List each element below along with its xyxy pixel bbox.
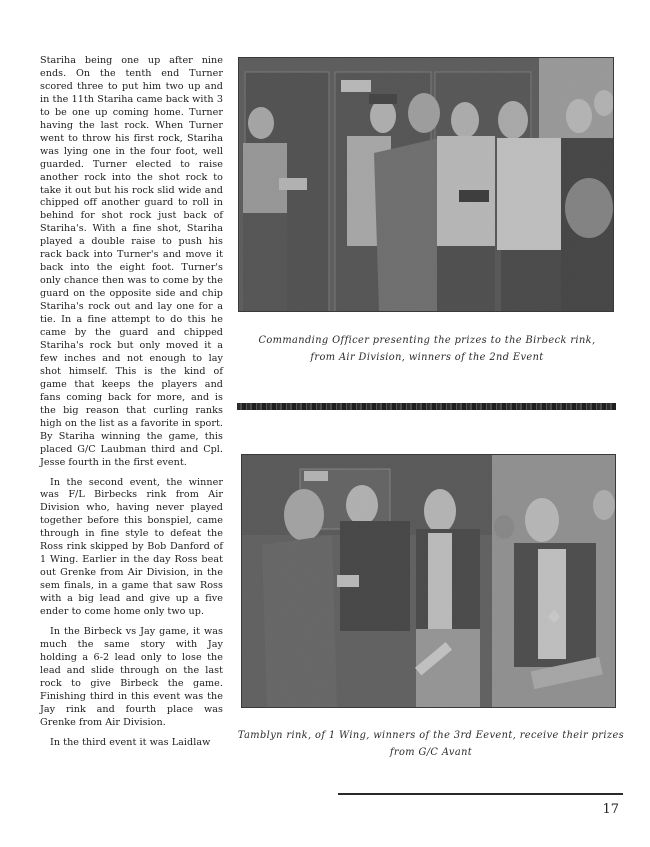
photo-image xyxy=(239,58,613,311)
article-column xyxy=(40,55,223,750)
caption-line: Tamblyn rink, of 1 Wing, winners of the 3rd Eevent, receive their prizes xyxy=(237,730,625,741)
page-number: 17 xyxy=(602,802,619,817)
article-paragraph: Stariha being one up after nine ends. On the tenth end Turner scored three to put him two up and in the 11th Stariha came back with 3 to be one up coming home. Turner having the last rock. When Turner went to throw his first rock, Stariha was lying one in the four foot, well guarded. Turner elected to raise another rock into the shot rock to take it out but his rock slid wide and chipped off another guard to roll in behind for shot rock just back of Stariha's. With a fine shot, Stariha played a double raise to push his rack back into Turner's and move it back into the eight foot. Turner's only chance then was to come by the guard on the opposite side and chip Stariha's rock out and lay one for a tie. In a fine attempt to do this he came by the guard and chipped Stariha's rock but only moved it a few inches and not enough to lay shot himself. This is the kind of game that keeps the players and fans coming back for more, and is the big reason that curling ranks high on the list as a favorite in sport. By Stariha winning the game, this placed G/C Laubman third and Cpl. Jesse fourth in the first event. xyxy=(40,55,223,468)
caption-line: from G/C Avant xyxy=(389,747,473,758)
photo-prize-presentation-tamblyn xyxy=(241,454,616,708)
photo-caption xyxy=(240,332,614,366)
photo-prize-presentation-birbeck xyxy=(238,57,614,312)
photo-image xyxy=(242,455,615,707)
article-paragraph: In the Birbeck vs Jay game, it was much the same story with Jay holding a 6-2 lead only to lose the lead and slide through on the last rock to give Birbeck the game. Finishing third in this event was the Jay rink and fourth place was Grenke from Air Division. xyxy=(40,625,223,728)
article-paragraph: In the second event, the winner was F/L Birbecks rink from Air Division who, having never played together before this bonspiel, came through in fine style to defeat the Ross rink skipped by Bob Danford of 1 Wing. Earlier in the day Ross beat out Grenke from Air Division, in the sem finals, in a game that saw Ross with a big lead and give up a five ender to come home only two up. xyxy=(40,476,223,618)
article-paragraph: In the third event it was Laidlaw xyxy=(50,736,211,748)
section-divider xyxy=(237,403,616,410)
caption-line: from Air Division, winners of the 2nd Event xyxy=(310,352,544,363)
caption-line: Commanding Officer presenting the prizes to the Birbeck rink, xyxy=(258,335,596,346)
photo-caption xyxy=(236,727,626,761)
footer-rule xyxy=(338,793,623,795)
